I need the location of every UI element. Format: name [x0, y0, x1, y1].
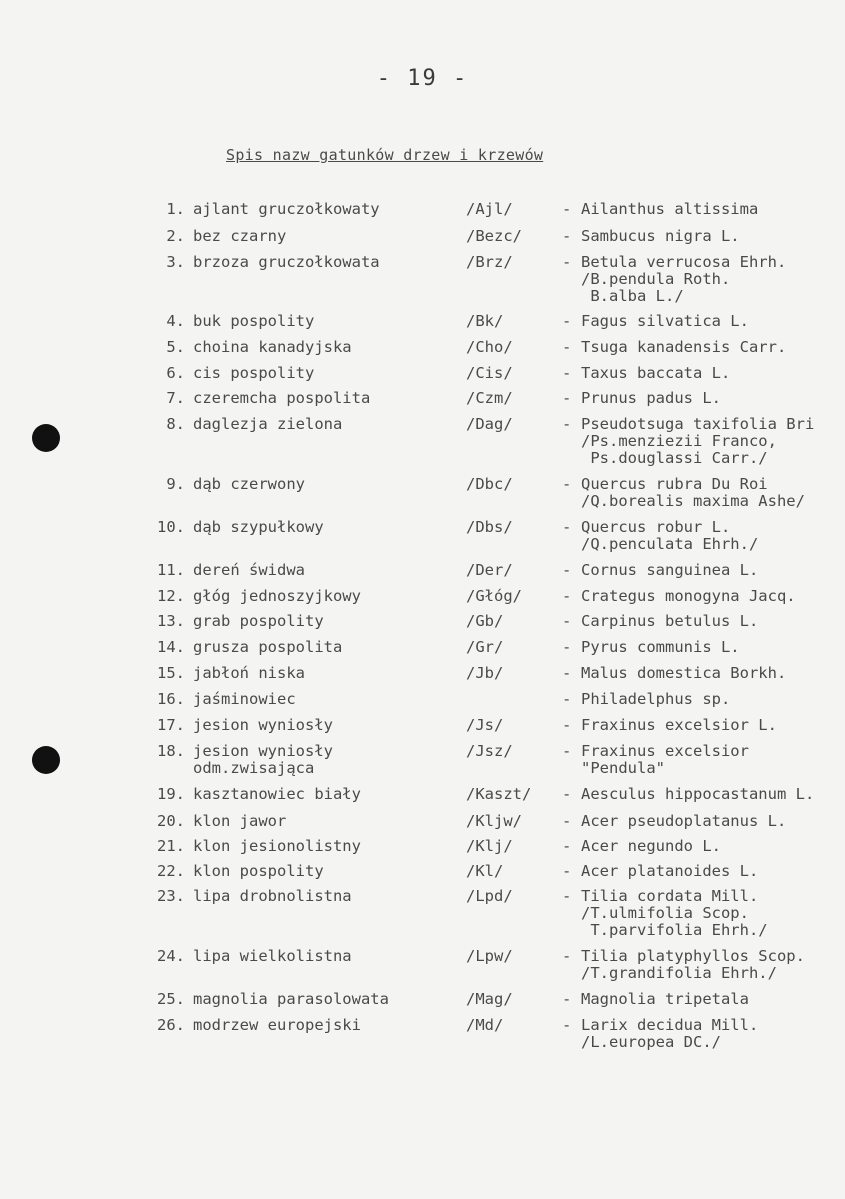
- entry-number: 22.: [157, 862, 185, 880]
- entry-abbreviation: /Lpw/: [466, 947, 513, 965]
- entry-dash: -: [562, 862, 572, 880]
- entry-number: 9.: [166, 475, 185, 493]
- entry-number: 25.: [157, 990, 185, 1008]
- entry-number: 19.: [157, 785, 185, 803]
- entry-latin-name: Tsuga kanadensis Carr.: [581, 338, 787, 356]
- entry-polish-name: magnolia parasolowata: [193, 990, 389, 1008]
- entry-abbreviation: /Dbs/: [466, 518, 513, 536]
- entry-latin-name: Aesculus hippocastanum L.: [581, 785, 815, 803]
- entry-abbreviation: /Kljw/: [466, 812, 522, 830]
- entry-dash: -: [562, 690, 572, 708]
- entry-abbreviation: /Lpd/: [466, 887, 513, 905]
- entry-abbreviation: /Der/: [466, 561, 513, 579]
- entry-abbreviation: /Mag/: [466, 990, 513, 1008]
- entry-latin-name: Tilia platyphyllos Scop. /T.grandifolia Ehrh./: [581, 947, 805, 982]
- entry-number: 10.: [157, 518, 185, 536]
- entry-polish-name: jesion wyniosły odm.zwisająca: [193, 742, 333, 777]
- entry-latin-name: Carpinus betulus L.: [581, 612, 759, 630]
- entry-dash: -: [562, 990, 572, 1008]
- entry-latin-name: Pseudotsuga taxifolia Bri /Ps.menziezii Franco, Ps.douglassi Carr./: [581, 415, 815, 467]
- entry-dash: -: [562, 837, 572, 855]
- entry-polish-name: klon jawor: [193, 812, 287, 830]
- entry-polish-name: cis pospolity: [193, 364, 315, 382]
- entry-number: 2.: [166, 227, 185, 245]
- entry-latin-name: Betula verrucosa Ehrh. /B.pendula Roth. B.alba L./: [581, 253, 787, 305]
- entry-latin-name: Acer platanoides L.: [581, 862, 759, 880]
- entry-latin-name: Acer negundo L.: [581, 837, 721, 855]
- entry-latin-name: Cornus sanguinea L.: [581, 561, 759, 579]
- entry-dash: -: [562, 389, 572, 407]
- entry-dash: -: [562, 664, 572, 682]
- entry-polish-name: czeremcha pospolita: [193, 389, 371, 407]
- entry-number: 13.: [157, 612, 185, 630]
- entry-polish-name: dereń świdwa: [193, 561, 305, 579]
- entry-latin-name: Ailanthus altissima: [581, 200, 759, 218]
- entry-polish-name: klon jesionolistny: [193, 837, 361, 855]
- entry-number: 14.: [157, 638, 185, 656]
- entry-polish-name: lipa drobnolistna: [193, 887, 352, 905]
- entry-number: 21.: [157, 837, 185, 855]
- entry-abbreviation: /Głóg/: [466, 587, 522, 605]
- entry-dash: -: [562, 518, 572, 536]
- entry-polish-name: modrzew europejski: [193, 1016, 361, 1034]
- entry-polish-name: buk pospolity: [193, 312, 315, 330]
- entry-dash: -: [562, 947, 572, 965]
- entry-latin-name: Acer pseudoplatanus L.: [581, 812, 787, 830]
- entry-abbreviation: /Gr/: [466, 638, 504, 656]
- entry-dash: -: [562, 1016, 572, 1034]
- entry-abbreviation: /Bk/: [466, 312, 504, 330]
- entry-abbreviation: /Bezc/: [466, 227, 522, 245]
- entry-latin-name: Tilia cordata Mill. /T.ulmifolia Scop. T.parvifolia Ehrh./: [581, 887, 768, 939]
- entry-polish-name: jabłoń niska: [193, 664, 305, 682]
- entry-latin-name: Quercus robur L. /Q.penculata Ehrh./: [581, 518, 759, 553]
- entry-abbreviation: /Cis/: [466, 364, 513, 382]
- entry-abbreviation: /Czm/: [466, 389, 513, 407]
- entry-latin-name: Taxus baccata L.: [581, 364, 731, 382]
- entry-abbreviation: /Ajl/: [466, 200, 513, 218]
- entry-polish-name: kasztanowiec biały: [193, 785, 361, 803]
- entry-dash: -: [562, 716, 572, 734]
- entry-number: 1.: [166, 200, 185, 218]
- entry-latin-name: Crategus monogyna Jacq.: [581, 587, 796, 605]
- entry-number: 15.: [157, 664, 185, 682]
- entry-polish-name: grusza pospolita: [193, 638, 343, 656]
- punch-hole: [32, 424, 60, 452]
- entry-abbreviation: /Jb/: [466, 664, 504, 682]
- entry-polish-name: daglezja zielona: [193, 415, 343, 433]
- entry-latin-name: Magnolia tripetala: [581, 990, 749, 1008]
- entry-dash: -: [562, 742, 572, 760]
- entry-polish-name: klon pospolity: [193, 862, 324, 880]
- entry-number: 3.: [166, 253, 185, 271]
- entry-dash: -: [562, 785, 572, 803]
- entry-abbreviation: /Dbc/: [466, 475, 513, 493]
- entry-abbreviation: /Jsz/: [466, 742, 513, 760]
- entry-polish-name: jesion wyniosły: [193, 716, 333, 734]
- entry-abbreviation: /Kl/: [466, 862, 504, 880]
- entry-polish-name: jaśminowiec: [193, 690, 296, 708]
- entry-number: 20.: [157, 812, 185, 830]
- entry-number: 11.: [157, 561, 185, 579]
- entry-abbreviation: /Klj/: [466, 837, 513, 855]
- entry-dash: -: [562, 312, 572, 330]
- entry-abbreviation: /Brz/: [466, 253, 513, 271]
- entry-number: 8.: [166, 415, 185, 433]
- entry-latin-name: Quercus rubra Du Roi /Q.borealis maxima Ashe/: [581, 475, 805, 510]
- entry-dash: -: [562, 587, 572, 605]
- entry-dash: -: [562, 364, 572, 382]
- entry-polish-name: bez czarny: [193, 227, 287, 245]
- entry-number: 23.: [157, 887, 185, 905]
- entry-latin-name: Philadelphus sp.: [581, 690, 731, 708]
- entry-dash: -: [562, 415, 572, 433]
- entry-number: 24.: [157, 947, 185, 965]
- entry-dash: -: [562, 638, 572, 656]
- entry-polish-name: brzoza gruczołkowata: [193, 253, 380, 271]
- entry-dash: -: [562, 812, 572, 830]
- entry-dash: -: [562, 475, 572, 493]
- entry-latin-name: Sambucus nigra L.: [581, 227, 740, 245]
- page-number: - 19 -: [376, 66, 469, 91]
- entry-latin-name: Prunus padus L.: [581, 389, 721, 407]
- entry-number: 17.: [157, 716, 185, 734]
- entry-number: 6.: [166, 364, 185, 382]
- entry-polish-name: grab pospolity: [193, 612, 324, 630]
- entry-latin-name: Fraxinus excelsior L.: [581, 716, 777, 734]
- entry-latin-name: Fagus silvatica L.: [581, 312, 749, 330]
- entry-polish-name: ajlant gruczołkowaty: [193, 200, 380, 218]
- entry-latin-name: Larix decidua Mill. /L.europea DC./: [581, 1016, 759, 1051]
- entry-polish-name: głóg jednoszyjkowy: [193, 587, 361, 605]
- entry-polish-name: dąb czerwony: [193, 475, 305, 493]
- entry-dash: -: [562, 253, 572, 271]
- entry-dash: -: [562, 887, 572, 905]
- entry-number: 18.: [157, 742, 185, 760]
- entry-number: 26.: [157, 1016, 185, 1034]
- entry-number: 7.: [166, 389, 185, 407]
- entry-polish-name: lipa wielkolistna: [193, 947, 352, 965]
- entry-number: 5.: [166, 338, 185, 356]
- entry-number: 16.: [157, 690, 185, 708]
- entry-abbreviation: /Gb/: [466, 612, 504, 630]
- entry-abbreviation: /Kaszt/: [466, 785, 532, 803]
- entry-number: 4.: [166, 312, 185, 330]
- entry-abbreviation: /Js/: [466, 716, 504, 734]
- entry-abbreviation: /Dag/: [466, 415, 513, 433]
- entry-latin-name: Fraxinus excelsior "Pendula": [581, 742, 749, 777]
- entry-latin-name: Malus domestica Borkh.: [581, 664, 787, 682]
- entry-abbreviation: /Cho/: [466, 338, 513, 356]
- entry-dash: -: [562, 561, 572, 579]
- entry-abbreviation: /Md/: [466, 1016, 504, 1034]
- entry-polish-name: dąb szypułkowy: [193, 518, 324, 536]
- entry-number: 12.: [157, 587, 185, 605]
- document-title: Spis nazw gatunków drzew i krzewów: [226, 146, 544, 164]
- entry-dash: -: [562, 200, 572, 218]
- entry-dash: -: [562, 612, 572, 630]
- entry-latin-name: Pyrus communis L.: [581, 638, 740, 656]
- entry-dash: -: [562, 338, 572, 356]
- entry-dash: -: [562, 227, 572, 245]
- punch-hole: [32, 746, 60, 774]
- entry-polish-name: choina kanadyjska: [193, 338, 352, 356]
